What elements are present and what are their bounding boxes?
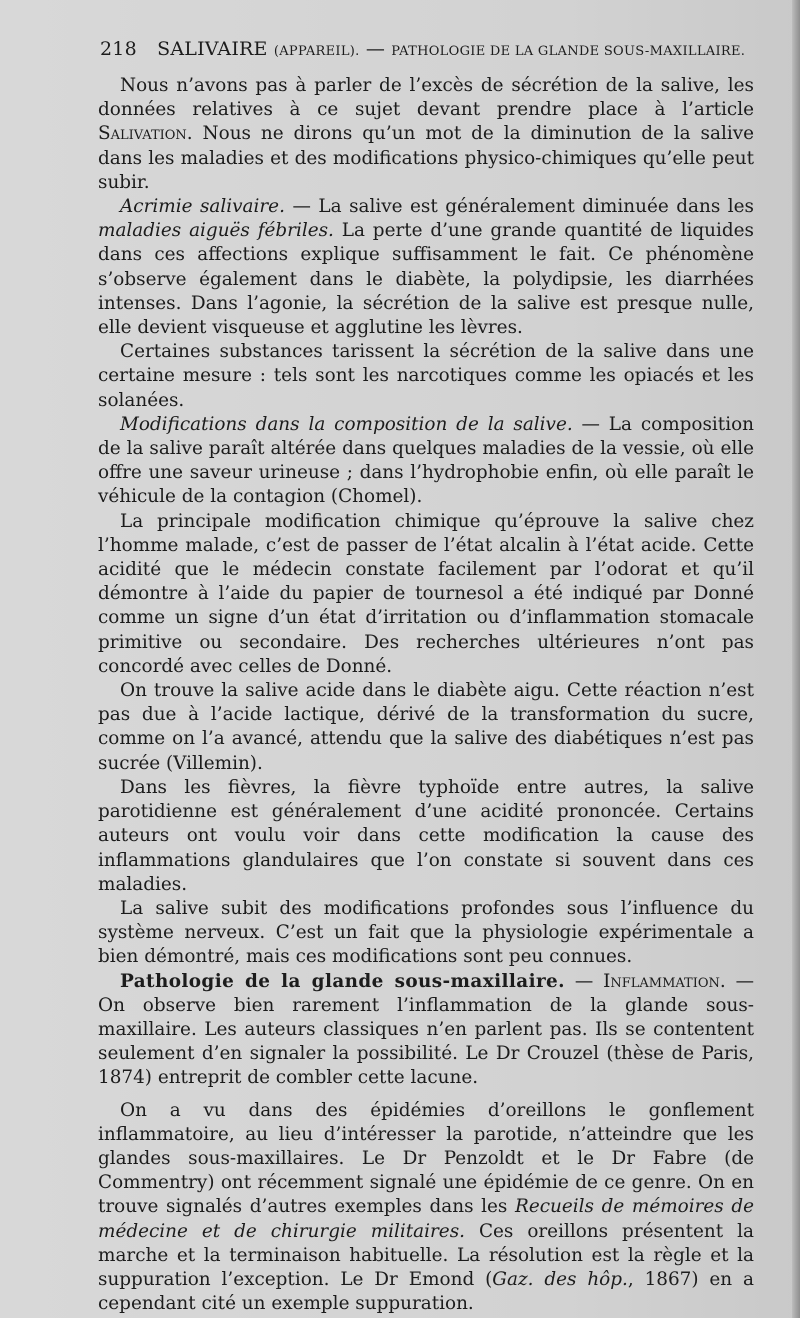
text-run: — xyxy=(564,970,604,992)
paragraph-nerveux: La salive subit des modifications profondes sous l’influence du système nerveux. C’est un fait que la physiologie expérimentale a bien démontré, mais ces modifications sont peu connues. xyxy=(98,897,754,968)
header-title-right: PATHOLOGIE DE LA GLANDE SOUS-MAXILLAIRE. xyxy=(391,44,746,59)
text-run: On a vu dans des épidémies d’oreillons le gonflement inflammatoire, au lieu d’intéresser la parotide, n’atteindre que les glandes sous-maxillaires. Le Dr Penzoldt et le Dr Fabre (de Commentry) ont récemment signalé une épidémie de ce genre. On en trouve signalés d’autres exemples dans les xyxy=(98,1099,754,1218)
header-dash: — xyxy=(365,38,386,60)
italic-heading: Modifications dans la composition de la salive. xyxy=(120,413,573,435)
body-text xyxy=(98,74,754,1316)
header-title-main: SALIVAIRE xyxy=(157,38,268,60)
italic-citation: Recueils de mémoires de médecine et de chirurgie militaires. xyxy=(98,1196,755,1242)
text-run: — La composition de la salive paraît altérée dans quelques maladies de la vessie, où elle offre une saveur urineuse ; dans l’hydrophobie enfin, où elle paraît le véhicule de la contagion (Chomel). xyxy=(98,413,754,508)
cross-reference: Salivation xyxy=(98,123,187,145)
paragraph-substances: Certaines substances tarissent la sécrétion de la salive dans une certaine mesure : tels sont les narcotiques comme les opiacés et les solanées. xyxy=(98,341,754,411)
page-number: 218 xyxy=(100,38,137,60)
paragraph-chemical: La principale modification chimique qu’éprouve la salive chez l’homme malade, c’est de passer de l’état alcalin à l’état acide. Cette acidité que le médecin constate facilement par l’odorat et qu’il démontre à l’aide du papier de tournesol a été indiqué par Donné comme un signe d’un état d’irritation ou d’inflammation stomacale primitive ou secondaire. Des recherches ultérieures n’ont pas concordé avec celles de Donné. xyxy=(98,510,754,677)
paragraph-intro xyxy=(98,74,754,195)
paragraph-oreillons xyxy=(98,1099,754,1317)
italic-heading: Acrimie salivaire. xyxy=(120,196,285,218)
text-run: — On observe bien rarement l’inflammation de la glande sous-maxillaire. Les auteurs classiques n’en parlent pas. Ils se contentent seulement d’en signaler la possibilité. Le Dr Crouzel (thèse de Paris, 1874) entreprit de combler cette lacune. xyxy=(98,970,754,1089)
running-header xyxy=(100,38,760,60)
italic-term: maladies aiguës fébriles. xyxy=(98,220,334,242)
paragraph-modifications xyxy=(98,413,754,510)
text-run: — La salive est généralement diminuée dans les xyxy=(284,196,754,218)
paragraph-gap xyxy=(98,1091,754,1099)
subsection-title: Inflammation. xyxy=(603,970,726,992)
text-run: , 1867) en a cependant cité un exemple suppuration. xyxy=(98,1268,754,1315)
section-title: Pathologie de la glande sous-maxillaire. xyxy=(120,970,565,992)
text-run: . Nous ne dirons qu’un mot de la diminution de la salive dans les maladies et des modifications physico-chimiques qu’elle peut subir. xyxy=(98,123,754,193)
header-title-sub: (APPAREIL). xyxy=(273,44,360,59)
text-run: La perte d’une grande quantité de liquides dans ces affections explique suffisamment le fait. Ce phénomène s’observe également dans le diabète, la polydipsie, les diarrhées intenses. Dans l’agonie, la sécrétion de la salive est presque nulle, elle devient visqueuse et agglutine les lèvres. xyxy=(98,220,754,339)
paragraph-pathologie xyxy=(98,970,754,1091)
text-run: Nous n’avons pas à parler de l’excès de sécrétion de la salive, les données relatives à ce sujet devant prendre place à l’article xyxy=(98,75,754,121)
paragraph-acrimie xyxy=(98,195,754,340)
text-run: Ces oreillons présentent la marche et la terminaison habituelle. La résolution est la règle et la suppuration l’exception. Le Dr Emond ( xyxy=(98,1220,754,1290)
page-edge-shadow xyxy=(792,0,800,1318)
paragraph-fievres: Dans les fièvres, la fièvre typhoïde entre autres, la salive parotidienne est généralement d’une acidité prononcée. Certains auteurs ont voulu voir dans cette modification la cause des inflammations glandulaires que l’on constate si souvent dans ces maladies. xyxy=(98,776,754,895)
paragraph-diabete: On trouve la salive acide dans le diabète aigu. Cette réaction n’est pas due à l’acide lactique, dérivé de la transformation du sucre, comme on l’a avancé, attendu que la salive des diabétiques n’est pas sucrée (Villemin). xyxy=(98,680,754,774)
italic-citation: Gaz. des hôp. xyxy=(492,1268,628,1290)
